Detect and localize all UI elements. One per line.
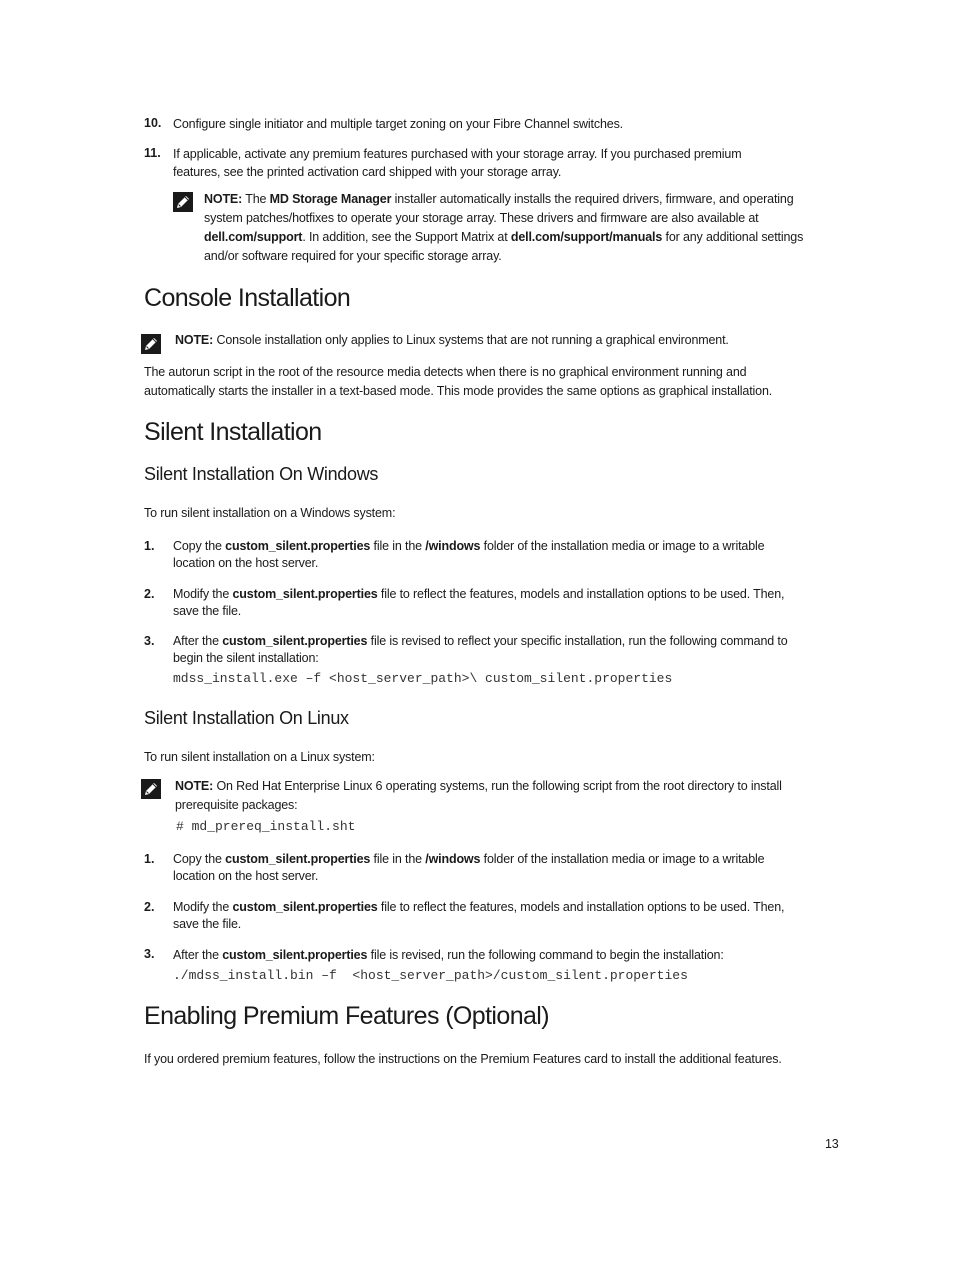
note-text: On Red Hat Enterprise Linux 6 operating systems, run the following script from the root directory to install	[213, 779, 782, 793]
step-text-part: file is revised, run the following command to begin the installation:	[367, 948, 724, 962]
filename: custom_silent.properties	[222, 634, 368, 648]
note-bold: MD Storage Manager	[269, 192, 392, 206]
note-line	[204, 228, 844, 247]
step-number: 3.	[144, 634, 155, 648]
note-block	[175, 331, 729, 349]
note-text: The	[242, 192, 270, 206]
step-text-line	[173, 538, 764, 555]
step-text-line: If applicable, activate any premium features purchased with your storage array. If you purchased premium	[173, 147, 742, 161]
code-command: mdss_install.exe –f <host_server_path>\ custom_silent.properties	[173, 671, 673, 686]
note-line	[204, 190, 844, 209]
step-text-line: save the file.	[173, 604, 242, 618]
step-text-part: folder of the installation media or image to a writable	[480, 539, 765, 553]
heading-enabling-premium-features: Enabling Premium Features (Optional)	[144, 1002, 549, 1030]
note-text: Console installation only applies to Linux systems that are not running a graphical environment.	[213, 333, 729, 347]
note-label: NOTE:	[175, 779, 214, 793]
step-text-line: location on the host server.	[173, 556, 319, 570]
step-text-line: save the file.	[173, 917, 242, 931]
step-text-line: begin the silent installation:	[173, 651, 319, 665]
step-text-part: After the	[173, 948, 223, 962]
step-text	[173, 633, 788, 667]
step-text	[173, 851, 764, 885]
note-line: and/or software required for your specific storage array.	[204, 249, 502, 263]
step-text-line	[173, 899, 784, 916]
paragraph: To run silent installation on a Windows system:	[144, 506, 396, 520]
step-text-part: Copy the	[173, 852, 226, 866]
step-number: 10.	[144, 116, 162, 130]
heading-silent-installation: Silent Installation	[144, 418, 322, 446]
code-command: # md_prereq_install.sht	[176, 819, 356, 834]
note-label: NOTE:	[175, 333, 214, 347]
note-block	[175, 777, 782, 815]
step-number: 11.	[144, 146, 161, 160]
step-number: 2.	[144, 900, 155, 914]
step-text	[173, 586, 784, 620]
heading-silent-linux: Silent Installation On Linux	[144, 708, 349, 728]
heading-silent-windows: Silent Installation On Windows	[144, 464, 379, 484]
paragraph	[144, 363, 772, 401]
step-text	[173, 538, 764, 572]
filename: custom_silent.properties	[225, 539, 371, 553]
paragraph: If you ordered premium features, follow the instructions on the Premium Features card to install the additional features.	[144, 1052, 782, 1066]
paragraph: To run silent installation on a Linux system:	[144, 750, 375, 764]
folder-name: /windows	[425, 539, 481, 553]
note-link: dell.com/support/manuals	[510, 230, 663, 244]
step-text-line	[173, 586, 784, 603]
step-text-part: file in the	[370, 539, 426, 553]
folder-name: /windows	[425, 852, 481, 866]
step-text	[173, 899, 784, 933]
filename: custom_silent.properties	[222, 948, 368, 962]
filename: custom_silent.properties	[232, 900, 378, 914]
step-number: 3.	[144, 947, 155, 961]
step-text-part: file in the	[370, 852, 426, 866]
step-text-part: Modify the	[173, 900, 233, 914]
step-text-part: file to reflect the features, models and installation options to be used. Then,	[377, 900, 785, 914]
step-text	[173, 145, 741, 181]
note-line: system patches/hotfixes to operate your storage array. These drivers and firmware are also available at	[204, 211, 759, 225]
note-link: dell.com/support	[204, 230, 303, 244]
step-text-line: location on the host server.	[173, 869, 319, 883]
note-block	[204, 190, 844, 266]
note-text: installer automatically installs the required drivers, firmware, and operating	[391, 192, 794, 206]
step-text-part: Modify the	[173, 587, 233, 601]
step-number: 1.	[144, 539, 155, 553]
note-text: for any additional settings	[662, 230, 804, 244]
note-line	[175, 777, 782, 796]
note-pencil-icon	[141, 779, 161, 799]
step-number: 2.	[144, 587, 155, 601]
note-line: prerequisite packages:	[175, 798, 298, 812]
filename: custom_silent.properties	[232, 587, 378, 601]
note-text: . In addition, see the Support Matrix at	[302, 230, 511, 244]
step-text	[173, 946, 724, 964]
step-text-part: folder of the installation media or image to a writable	[480, 852, 765, 866]
paragraph-line: automatically starts the installer in a text-based mode. This mode provides the same options as graphical installation.	[144, 384, 773, 398]
step-text-part: file is revised to reflect your specific installation, run the following command to	[367, 634, 788, 648]
step-number: 1.	[144, 852, 155, 866]
step-text-part: After the	[173, 634, 223, 648]
step-text-line: features, see the printed activation card shipped with your storage array.	[173, 165, 562, 179]
paragraph-line: The autorun script in the root of the resource media detects when there is no graphical environment running and	[144, 365, 747, 379]
note-pencil-icon	[173, 192, 193, 212]
code-command: ./mdss_install.bin –f <host_server_path>/custom_silent.properties	[173, 968, 688, 983]
step-text-line	[173, 851, 764, 868]
step-text-part: Copy the	[173, 539, 226, 553]
step-text-line	[173, 633, 788, 650]
page-number: 13	[825, 1137, 839, 1151]
step-text: Configure single initiator and multiple target zoning on your Fibre Channel switches.	[173, 117, 624, 131]
step-text-part: file to reflect the features, models and installation options to be used. Then,	[377, 587, 785, 601]
filename: custom_silent.properties	[225, 852, 371, 866]
note-pencil-icon	[141, 334, 161, 354]
heading-console-installation: Console Installation	[144, 284, 351, 312]
note-label: NOTE:	[204, 192, 243, 206]
